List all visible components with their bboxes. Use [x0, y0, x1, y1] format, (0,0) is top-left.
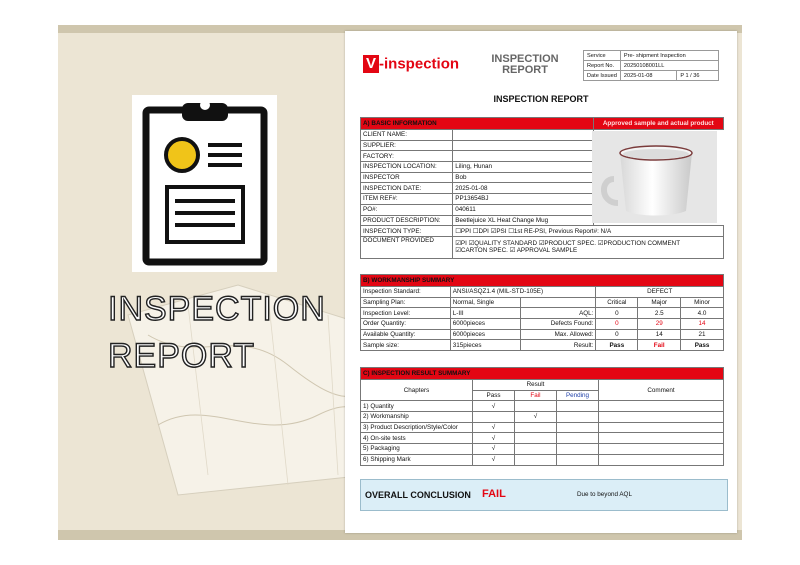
chapter-pass: √ — [473, 401, 515, 412]
chapter-comment — [599, 454, 724, 465]
chapter-pass: √ — [473, 444, 515, 455]
table-row — [361, 319, 724, 330]
chapter-pending — [557, 454, 599, 465]
chapter-name: 3) Product Description/Style/Color — [361, 422, 473, 433]
basic-label: INSPECTOR — [361, 172, 453, 183]
chapter-fail — [515, 454, 557, 465]
chapter-pass: √ — [473, 433, 515, 444]
basic-value: 040611 — [453, 204, 593, 215]
chapter-fail — [515, 433, 557, 444]
chapter-fail — [515, 444, 557, 455]
slide-title-line2: REPORT — [108, 337, 256, 375]
chapter-name: 1) Quantity — [361, 401, 473, 412]
conclusion-note: Due to beyond AQL — [577, 491, 632, 498]
report-page — [345, 31, 737, 533]
inspection-type-value: ☐PPI ☐DPI ☑PSI ☐1st RE-PSI, Previous Report#: N/A — [453, 226, 724, 237]
aql-minor: 4.0 — [681, 308, 724, 319]
basic-label: INSPECTION LOCATION: — [361, 162, 453, 173]
slide-title-line1: INSPECTION — [108, 290, 326, 328]
basic-label: FACTORY: — [361, 151, 453, 162]
table-row — [361, 401, 724, 412]
result-major: Fail — [638, 340, 681, 351]
blank-cell — [520, 297, 596, 308]
chapter-pending — [557, 412, 599, 423]
aql-major: 2.5 — [638, 308, 681, 319]
result-critical: Pass — [596, 340, 638, 351]
chapter-pass: √ — [473, 422, 515, 433]
allowed-critical: 0 — [596, 329, 638, 340]
level-value: L-III — [450, 308, 520, 319]
mug-image — [592, 131, 717, 223]
table-row — [361, 412, 724, 423]
chapter-comment — [599, 444, 724, 455]
meta-service-value: Pre- shipment Inspection — [620, 51, 718, 61]
chapter-pass — [473, 412, 515, 423]
table-row — [361, 287, 724, 298]
result-header: Result — [473, 380, 599, 391]
minor-header: Minor — [681, 297, 724, 308]
meta-report-no-value: 20250108001LL — [620, 61, 718, 71]
result-summary-table — [360, 367, 724, 466]
defect-header: DEFECT — [596, 287, 724, 298]
avail-value: 6000pieces — [450, 329, 520, 340]
chapter-pending — [557, 422, 599, 433]
size-value: 315pieces — [450, 340, 520, 351]
header-title — [470, 54, 580, 76]
basic-info-section-title: A) BASIC INFORMATION — [361, 118, 594, 130]
meta-report-no-label: Report No. — [584, 61, 621, 71]
table-row — [361, 226, 724, 237]
basic-value: Beetlejuice XL Heat Change Mug — [453, 215, 593, 226]
table-row — [361, 297, 724, 308]
basic-label: PRODUCT DESCRIPTION: — [361, 215, 453, 226]
logo-text: -inspection — [379, 55, 460, 73]
docs-provided-label: DOCUMENT PROVIDED — [361, 236, 453, 258]
chapter-name: 6) Shipping Mark — [361, 454, 473, 465]
clipboard-icon — [132, 95, 277, 272]
chapter-fail — [515, 422, 557, 433]
fail-header: Fail — [515, 390, 557, 401]
basic-value — [453, 130, 593, 141]
result-summary-section-title: C) INSPECTION RESULT SUMMARY — [361, 368, 724, 380]
order-value: 6000pieces — [450, 319, 520, 330]
allowed-minor: 21 — [681, 329, 724, 340]
conclusion-label: OVERALL CONCLUSION — [365, 490, 471, 500]
found-label: Defects Found: — [520, 319, 596, 330]
found-major: 29 — [638, 319, 681, 330]
allowed-label: Max. Allowed: — [520, 329, 596, 340]
chapter-pass: √ — [473, 454, 515, 465]
found-minor: 14 — [681, 319, 724, 330]
photo-caption: Approved sample and actual product — [593, 118, 723, 130]
inspection-type-label: INSPECTION TYPE: — [361, 226, 453, 237]
chapter-pending — [557, 444, 599, 455]
basic-value: 2025-01-08 — [453, 183, 593, 194]
pending-header: Pending — [557, 390, 599, 401]
result-label: Result: — [520, 340, 596, 351]
major-header: Major — [638, 297, 681, 308]
meta-date-value: 2025-01-08 — [620, 71, 676, 81]
aql-label: AQL: — [520, 308, 596, 319]
meta-date-label: Date Issued — [584, 71, 621, 81]
chapter-fail: √ — [515, 412, 557, 423]
basic-label: PO#: — [361, 204, 453, 215]
clipboard-illustration — [132, 95, 277, 272]
header-title-line2: REPORT — [502, 64, 548, 76]
basic-label: INSPECTION DATE: — [361, 183, 453, 194]
table-row — [361, 380, 724, 391]
level-label: Inspection Level: — [361, 308, 451, 319]
header-title-line1: INSPECTION — [491, 53, 559, 65]
table-row — [361, 444, 724, 455]
meta-page-value: P 1 / 36 — [677, 71, 719, 81]
avail-label: Available Quantity: — [361, 329, 451, 340]
table-row — [361, 340, 724, 351]
found-critical: 0 — [596, 319, 638, 330]
table-row — [361, 433, 724, 444]
standard-value: ANSI/ASQZ1.4 (MIL-STD-105E) — [450, 287, 596, 298]
chapter-pending — [557, 433, 599, 444]
conclusion-value: FAIL — [482, 488, 506, 500]
basic-label: CLIENT NAME: — [361, 130, 453, 141]
table-row — [361, 236, 724, 258]
docs-line2: ☑CARTON SPEC. ☑ APPROVAL SAMPLE — [455, 247, 578, 255]
table-row — [361, 329, 724, 340]
order-label: Order Quantity: — [361, 319, 451, 330]
chapter-comment — [599, 401, 724, 412]
chapter-comment — [599, 412, 724, 423]
critical-header: Critical — [596, 297, 638, 308]
table-row — [361, 422, 724, 433]
plan-label: Sampling Plan: — [361, 297, 451, 308]
basic-label: SUPPLIER: — [361, 140, 453, 151]
report-meta-table — [583, 50, 719, 81]
meta-service-label: Service — [584, 51, 621, 61]
size-label: Sample size: — [361, 340, 451, 351]
basic-value: Liling, Hunan — [453, 162, 593, 173]
product-photo — [592, 131, 717, 223]
plan-value: Normal, Single — [450, 297, 520, 308]
chapter-comment — [599, 422, 724, 433]
chapters-header: Chapters — [361, 380, 473, 401]
basic-value — [453, 151, 593, 162]
report-heading: INSPECTION REPORT — [493, 94, 589, 104]
docs-line1: ☑PI ☑QUALITY STANDARD ☑PRODUCT SPEC. ☑PRODUCTION COMMENT — [455, 240, 681, 248]
basic-value — [453, 140, 593, 151]
workmanship-table — [360, 274, 724, 351]
chapter-fail — [515, 401, 557, 412]
chapter-name: 5) Packaging — [361, 444, 473, 455]
chapter-pending — [557, 401, 599, 412]
table-row — [361, 454, 724, 465]
company-logo — [363, 55, 463, 79]
logo-letter: V — [363, 55, 379, 73]
aql-critical: 0 — [596, 308, 638, 319]
comment-header: Comment — [599, 380, 724, 401]
standard-label: Inspection Standard: — [361, 287, 451, 298]
chapter-name: 4) On-site tests — [361, 433, 473, 444]
basic-value: Bob — [453, 172, 593, 183]
overall-conclusion-box — [360, 479, 728, 511]
pass-header: Pass — [473, 390, 515, 401]
allowed-major: 14 — [638, 329, 681, 340]
chapter-name: 2) Workmanship — [361, 412, 473, 423]
chapter-comment — [599, 433, 724, 444]
workmanship-section-title: B) WORKMANSHIP SUMMARY — [361, 275, 724, 287]
basic-value: PP13654BJ — [453, 194, 593, 205]
table-row — [361, 308, 724, 319]
basic-label: ITEM REF#: — [361, 194, 453, 205]
result-minor: Pass — [681, 340, 724, 351]
docs-provided-value — [453, 236, 724, 258]
